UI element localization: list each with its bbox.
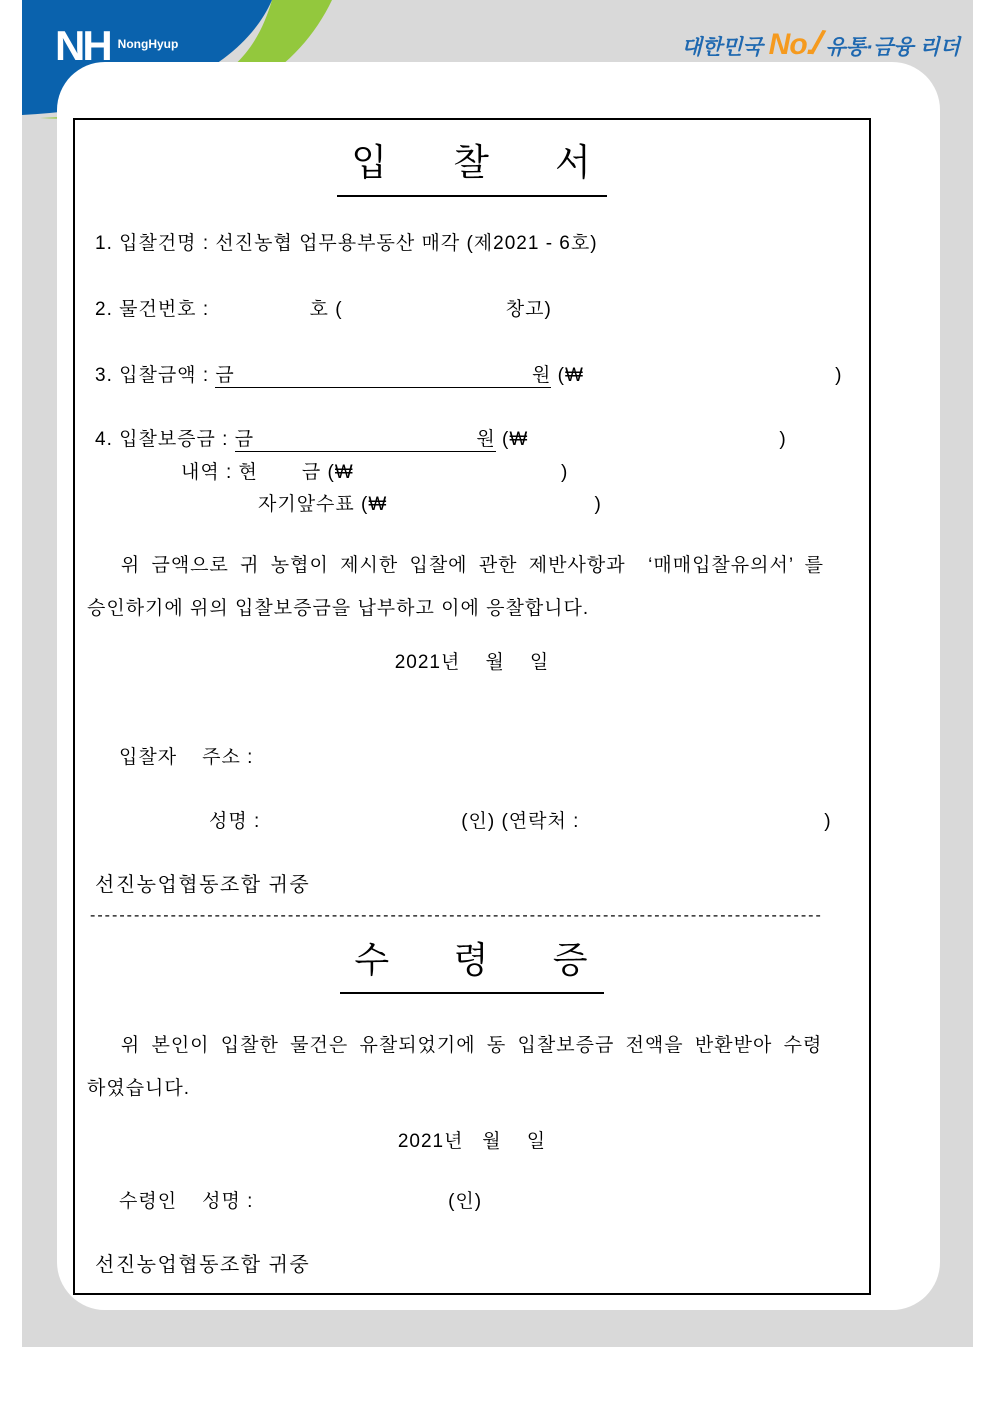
receipt-body-line-2: 하였습니다.	[87, 1078, 191, 1099]
pledge-paragraph	[87, 550, 862, 620]
deposit-detail-cash: 내역 : 현 금 (₩ )	[181, 462, 569, 483]
deposit-won-paren: (₩ )	[495, 429, 787, 450]
receipt-addressee-line: 선진농업협동조합 귀중	[95, 1254, 311, 1276]
addressee-line: 선진농업협동조합 귀중	[95, 874, 311, 896]
receipt-title: 수 령 증	[75, 932, 869, 994]
bid-date: 2021년 월 일	[394, 652, 550, 673]
bidder-address-line: 입찰자 주소 :	[119, 747, 254, 768]
slogan-finance-text: 유통·금융 리더	[825, 36, 960, 59]
nh-slogan	[682, 24, 960, 63]
bid-amount-geum: 금	[215, 365, 235, 386]
receipt-date: 2021년 월 일	[397, 1131, 547, 1152]
deposit-blank-field	[235, 424, 496, 452]
bidder-name-line: 성명 : (인) (연락처 : )	[209, 811, 832, 832]
bid-amount-blank-field	[215, 360, 551, 388]
bid-item-number: 2. 물건번호 : 호 ( 창고)	[95, 299, 552, 320]
section-separator: ----------------------------------------------------------------------------------------------------	[90, 907, 823, 924]
slogan-slash-mark: /	[809, 23, 825, 63]
pledge-line-1: 위 금액으로 귀 농협이 제시한 입찰에 관한 제반사항과 ‘매매입찰유의서’ 를	[87, 555, 824, 576]
bid-amount-won-paren: (₩ )	[551, 365, 843, 386]
bid-item-deposit	[95, 424, 787, 452]
pledge-line-2: 승인하기에 위의 입찰보증금을 납부하고 이에 응찰합니다.	[87, 598, 590, 619]
bid-item-subject: 1. 입찰건명 : 선진농협 업무용부동산 매각 (제2021 - 6호)	[95, 233, 598, 254]
deposit-detail-check: 자기앞수표 (₩ )	[258, 494, 602, 515]
receipt-paragraph	[87, 1030, 862, 1100]
deposit-geum: 금	[234, 429, 255, 450]
bid-item-amount	[95, 360, 842, 388]
bid-amount-won: 원	[532, 365, 552, 386]
nh-logo-subtext: NongHyup	[117, 37, 179, 51]
bid-amount-label: 3. 입찰금액 :	[95, 365, 216, 386]
bid-form-box	[73, 118, 871, 1295]
deposit-label: 4. 입찰보증금 :	[95, 429, 235, 450]
bid-title: 입 찰 서	[75, 132, 869, 197]
slogan-no1-text: No.	[768, 28, 814, 61]
deposit-won: 원	[476, 429, 496, 450]
receiver-name-line: 수령인 성명 : (인)	[119, 1191, 483, 1212]
nh-logo-text: NH	[55, 22, 110, 69]
receipt-body-line-1: 위 본인이 입찰한 물건은 유찰되었기에 동 입찰보증금 전액을 반환받아 수령	[87, 1035, 823, 1056]
slogan-korea-text: 대한민국	[681, 36, 763, 59]
